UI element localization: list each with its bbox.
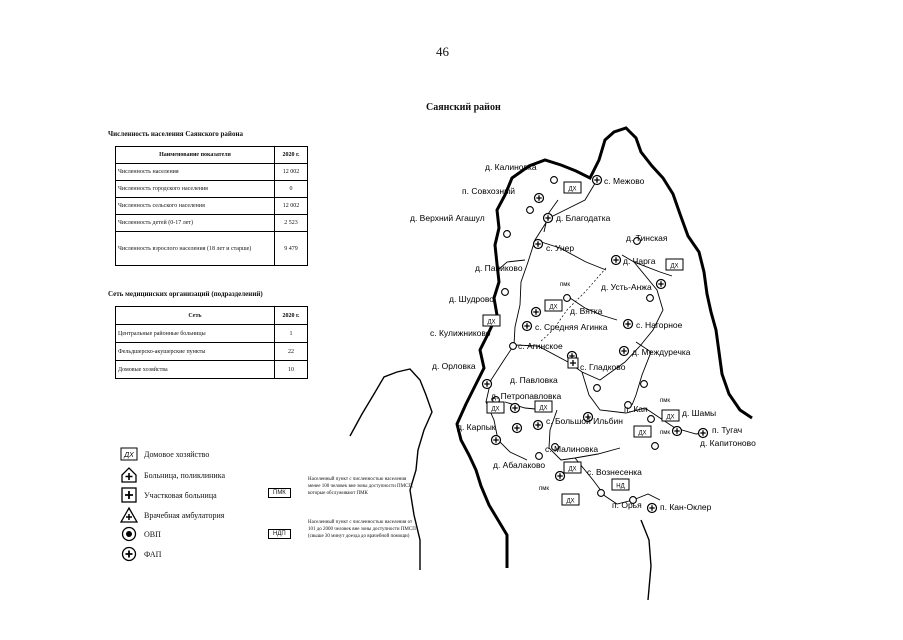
label-malinovka: с. Малиновка xyxy=(545,444,599,454)
svg-text:ДХ: ДХ xyxy=(568,466,577,473)
fap-icon xyxy=(612,256,621,265)
fap-icon xyxy=(620,347,629,356)
dx-tag xyxy=(662,410,679,421)
fap-icon xyxy=(483,380,492,389)
label-kulizhnikovo: с. Кулижниково xyxy=(430,328,491,338)
label-papikovo: д. Папиково xyxy=(475,263,523,273)
label-pmk: пмк xyxy=(660,430,670,436)
settlement-dot-icon xyxy=(641,381,648,388)
row-label: Центральные районные больницы xyxy=(116,325,275,343)
header-network: Сеть xyxy=(116,307,275,325)
label-orlovka: д. Орловка xyxy=(432,361,476,371)
label-tugach: п. Тугач xyxy=(712,425,743,435)
dx-tag xyxy=(634,426,651,437)
label-nagornoe: с. Нагорное xyxy=(636,320,683,330)
label-sovkhozny: п. Совхозный xyxy=(462,186,515,196)
label-pmk: пмк xyxy=(560,282,570,288)
svg-text:ДХ: ДХ xyxy=(124,452,134,459)
population-section-title: Численность населения Саянского района xyxy=(108,130,243,138)
ndp-legend-tag: НДП xyxy=(268,529,291,539)
fap-icon xyxy=(593,176,602,185)
svg-text:ДХ: ДХ xyxy=(487,319,496,326)
fap-icon xyxy=(648,504,657,513)
fap-icon xyxy=(535,194,544,203)
settlement-dot-icon xyxy=(502,289,509,296)
settlement-dot-icon xyxy=(647,295,654,302)
dx-tag xyxy=(545,300,562,311)
svg-text:ДХ: ДХ xyxy=(568,186,577,193)
settlement-dot-icon xyxy=(536,453,543,460)
row-value: 0 xyxy=(275,181,308,198)
fap-icon xyxy=(532,308,541,317)
row-value: 1 xyxy=(275,325,308,343)
settlement-dot-icon xyxy=(564,295,571,302)
svg-text:ДХ: ДХ xyxy=(566,498,575,505)
dx-tag xyxy=(487,402,504,413)
dx-tag xyxy=(564,462,581,473)
row-label: Домовые хозяйства xyxy=(116,361,275,379)
row-label: Численность сельского населения xyxy=(116,198,275,215)
page-number: 46 xyxy=(436,44,449,59)
label-kan-okler: п. Кан-Оклер xyxy=(660,502,712,512)
label-petropavlovka: д. Петропавловка xyxy=(491,391,562,401)
settlement-dot-icon xyxy=(504,231,511,238)
svg-text:ДХ: ДХ xyxy=(549,304,558,311)
settlement-dot-icon xyxy=(648,416,655,423)
row-value: 22 xyxy=(275,343,308,361)
label-pmk: пмк xyxy=(660,398,670,404)
label-kan: п. Кан xyxy=(624,404,648,414)
svg-text:ДХ: ДХ xyxy=(539,405,548,412)
label-karpyk: д. Карпык xyxy=(457,422,496,432)
fap-icon xyxy=(534,240,543,249)
label-voznesenka: с. Вознесенка xyxy=(587,467,642,477)
row-label: Численность взрослого населения (18 лет и старше) xyxy=(116,232,275,266)
settlement-dot-icon xyxy=(527,207,534,214)
fap-icon xyxy=(624,320,633,329)
row-value: 2 523 xyxy=(275,215,308,232)
label-kalinovka: д. Калиновка xyxy=(485,162,537,172)
svg-text:ДХ: ДХ xyxy=(491,406,500,413)
pmk-legend-text: Населенный пункт с численностью населения менее 100 человек вне зоны доступности ПМСП, которые обслуживают ПМК xyxy=(308,477,414,496)
fap-icon xyxy=(511,404,520,413)
nd-tag xyxy=(612,479,629,490)
row-value: 12 002 xyxy=(275,164,308,181)
fap-icon xyxy=(492,436,501,445)
row-label: Численность городского населения xyxy=(116,181,275,198)
fap-icon xyxy=(699,429,708,438)
fap-icon xyxy=(544,214,553,223)
row-value: 12 002 xyxy=(275,198,308,215)
fap-icon xyxy=(556,472,565,481)
map-title: Саянский район xyxy=(426,102,501,113)
svg-text:ДХ: ДХ xyxy=(670,263,679,270)
dx-tag xyxy=(562,494,579,505)
fap-icon xyxy=(534,421,543,430)
label-uner: с. Унер xyxy=(546,243,575,253)
row-label: Численность населения xyxy=(116,164,275,181)
label-abalakovo: д. Абалаково xyxy=(493,460,546,470)
pmk-legend-tag: ПМК xyxy=(268,488,291,498)
legend-label: Врачебная амбулатория xyxy=(144,510,225,520)
medical-section-title: Сеть медицинских организаций (подразделений) xyxy=(108,290,263,298)
label-verkh-agashul: д. Верхний Агашул xyxy=(410,213,485,223)
fap-icon xyxy=(657,280,666,289)
legend-label: ОВП xyxy=(144,529,161,539)
label-aginskoe: с. Агинское xyxy=(518,341,563,351)
district-hospital-icon xyxy=(568,358,578,368)
settlement-dot-icon xyxy=(594,385,601,392)
ndp-legend-text: Населенный пункт с численностью населения от 101 до 2000 человек вне зоны доступности ПМСП (свыше 30 минут доезда до врачебной помощи) xyxy=(308,520,416,539)
row-label: Фельдшерско-акушерские пункты xyxy=(116,343,275,361)
settlement-dot-icon xyxy=(510,343,517,350)
svg-text:ДХ: ДХ xyxy=(638,430,647,437)
label-blagodatka: д. Благодатка xyxy=(556,213,611,223)
fap-icon xyxy=(513,424,522,433)
legend-label: Домовое хозяйство xyxy=(144,449,210,459)
label-vyatka: д. Вятка xyxy=(570,306,603,316)
region-border-south xyxy=(641,520,651,600)
settlement-dot-icon xyxy=(551,177,558,184)
label-orya: п. Орья xyxy=(612,500,642,510)
settlement-dot-icon xyxy=(598,490,605,497)
label-pmk: пмк xyxy=(539,486,549,492)
settlement-dot-icon xyxy=(652,443,659,450)
dx-tag xyxy=(535,401,552,412)
svg-text:ДХ: ДХ xyxy=(666,414,675,421)
svg-text:НД: НД xyxy=(616,483,625,490)
dx-tag xyxy=(666,259,683,270)
label-kapitonovo: д. Капитоново xyxy=(700,438,756,448)
label-shudrovo: д. Шудрово xyxy=(449,294,495,304)
label-pavlovka: д. Павловка xyxy=(510,375,558,385)
label-charga: д. Чарга xyxy=(623,256,656,266)
header-year: 2020 г. xyxy=(275,147,308,164)
settlement-labels xyxy=(410,162,756,512)
dx-tag xyxy=(483,315,500,326)
label-mezhovo: с. Межово xyxy=(604,176,645,186)
fap-icon xyxy=(523,322,532,331)
label-ust-anzha: д. Усть-Анжа xyxy=(601,282,652,292)
row-value: 10 xyxy=(275,361,308,379)
fap-icon xyxy=(673,427,682,436)
header-indicator: Наименование показателя xyxy=(116,147,275,164)
label-tinskaya: д. Тинская xyxy=(626,233,668,243)
legend-label: Участковая больница xyxy=(144,490,217,500)
region-border-west xyxy=(350,369,432,570)
row-value: 9 479 xyxy=(275,232,308,266)
header-year: 2020 г. xyxy=(275,307,308,325)
row-label: Численность детей (0-17 лет) xyxy=(116,215,275,232)
legend-label: Больница, поликлиника xyxy=(144,470,226,480)
label-gladkovo: с. Гладково xyxy=(580,362,626,372)
legend-label: ФАП xyxy=(144,549,162,559)
label-srednyaya-aginka: с. Средняя Агинка xyxy=(535,322,608,332)
label-shamy: д. Шамы xyxy=(682,408,717,418)
label-mezhdurechka: д. Междуречка xyxy=(632,347,691,357)
dx-tag xyxy=(564,182,581,193)
label-bolshoy-ilbin: с. Большой Ильбин xyxy=(546,416,623,426)
